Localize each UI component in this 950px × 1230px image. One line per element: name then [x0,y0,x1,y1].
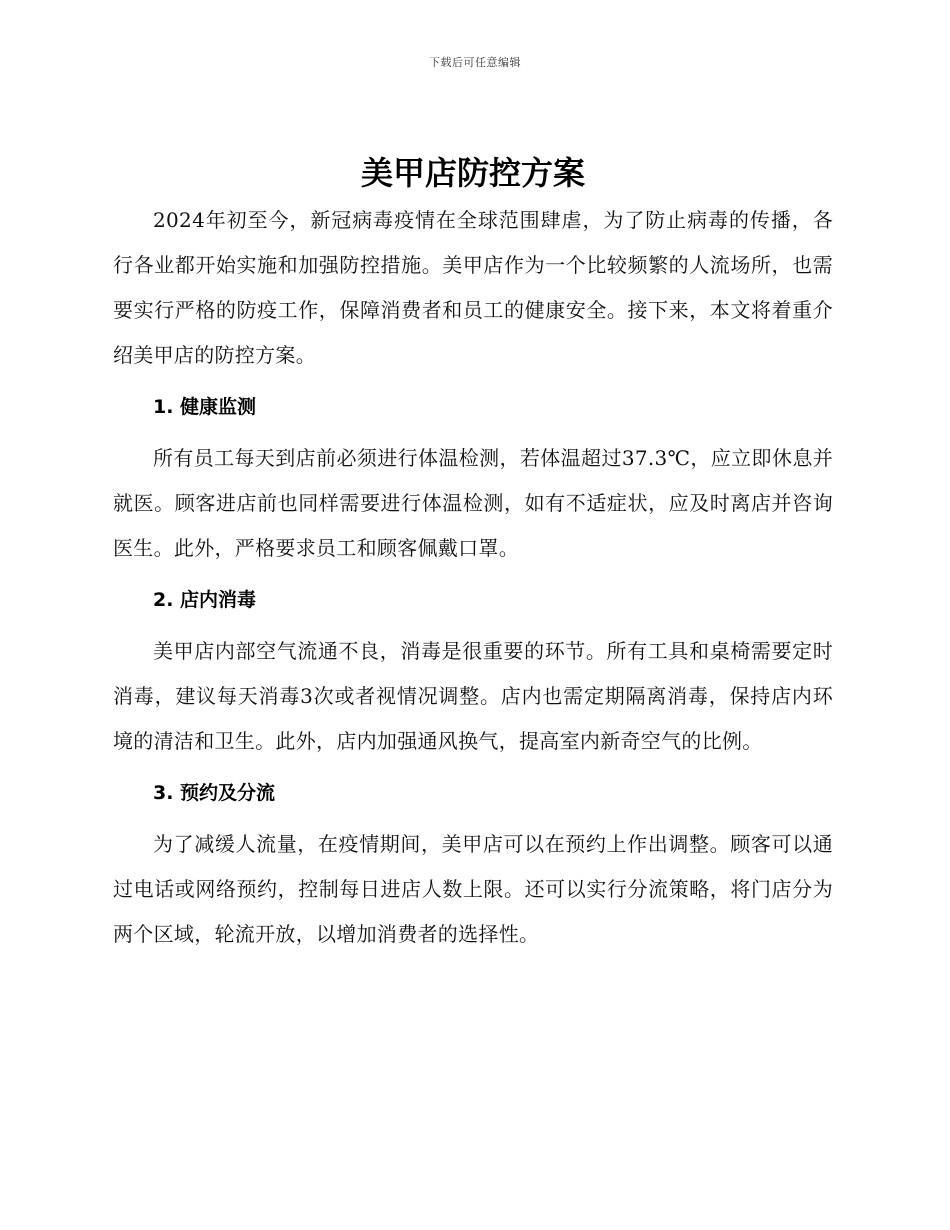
header-note: 下载后可任意编辑 [429,56,521,69]
section-booking-diversion [113,774,833,957]
section-heading: 1. 健康监测 [153,396,257,418]
section-body: 为了减缓人流量，在疫情期间，美甲店可以在预约上作出调整。顾客可以通过电话或网络预约，控制每日进店人数上限。还可以实行分流策略，将门店分为两个区域，轮流开放，以增加消费者的选择性。 [113,832,833,946]
section-heading: 3. 预约及分流 [153,782,276,804]
intro-paragraph: 2024年初至今，新冠病毒疫情在全球范围肆虐，为了防止病毒的传播，各行各业都开始实施和加强防控措施。美甲店作为一个比较频繁的人流场所，也需要实行严格的防疫工作，保障消费者和员工的健康安全。接下来，本文将着重介绍美甲店的防控方案。 [113,208,833,367]
section-heading: 2. 店内消毒 [153,589,257,611]
section-health-monitoring [113,388,833,571]
section-body: 美甲店内部空气流通不良，消毒是很重要的环节。所有工具和桌椅需要定时消毒，建议每天消毒3次或者视情况调整。店内也需定期隔离消毒，保持店内环境的清洁和卫生。此外，店内加强通风换气，提高室内新奇空气的比例。 [113,639,833,753]
document-content [113,148,833,961]
document-title: 美甲店防控方案 [360,154,585,192]
section-store-disinfection [113,581,833,764]
section-body: 所有员工每天到店前必须进行体温检测，若体温超过37.3℃，应立即休息并就医。顾客进店前也同样需要进行体温检测，如有不适症状，应及时离店并咨询医生。此外，严格要求员工和顾客佩戴口罩。 [113,446,833,560]
